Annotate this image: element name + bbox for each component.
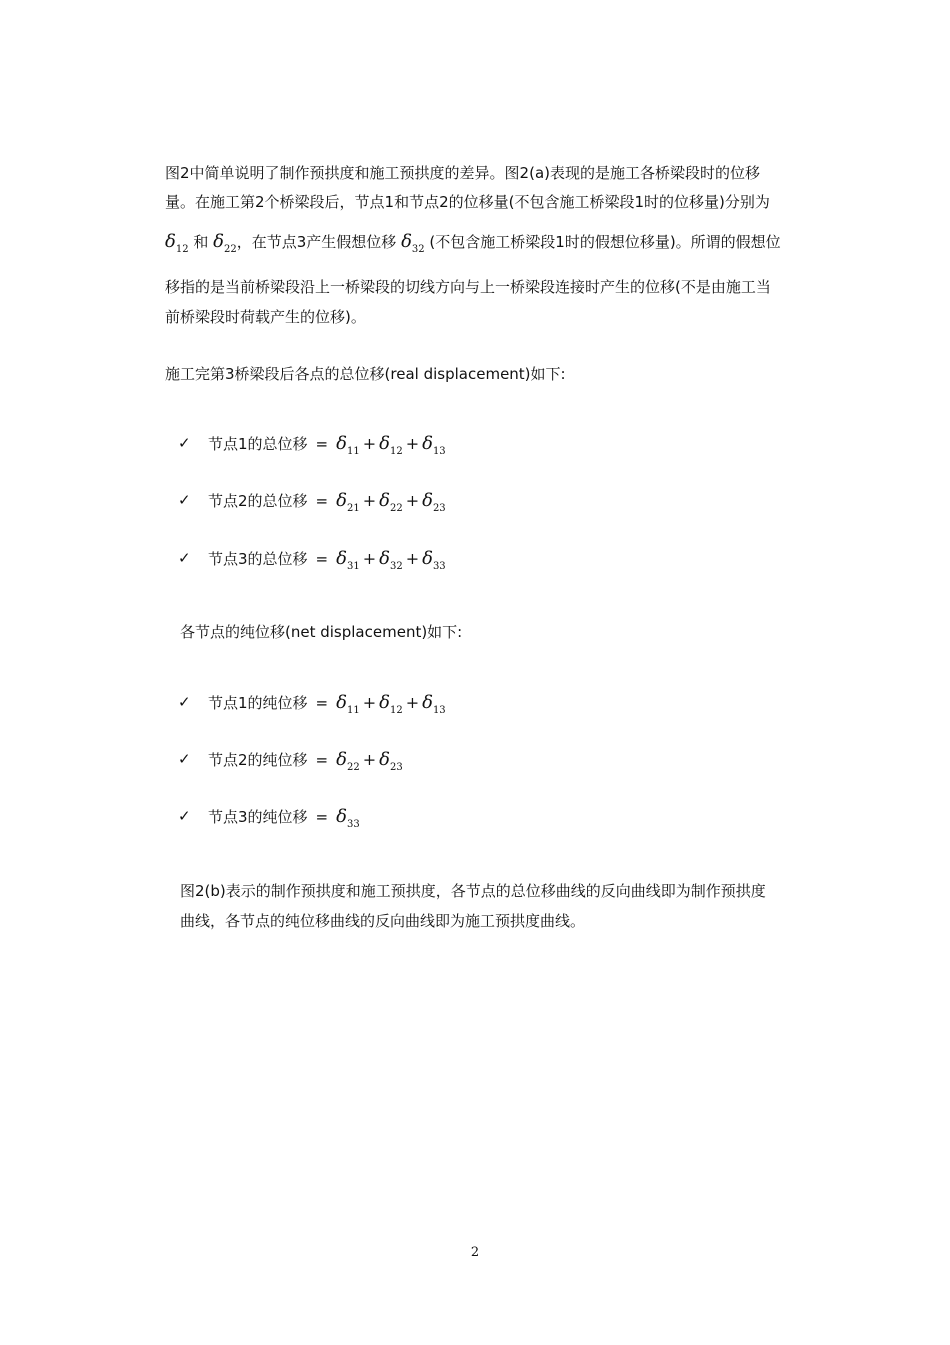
delta-symbol: δ xyxy=(165,231,176,252)
subscript: 13 xyxy=(432,446,446,457)
plus-sign: + xyxy=(362,693,377,712)
subscript: 12 xyxy=(389,446,403,457)
equals-sign: = xyxy=(315,435,329,453)
subscript: 32 xyxy=(389,561,403,572)
equals-sign: = xyxy=(315,492,329,510)
para1-line3 xyxy=(165,232,781,255)
net-displacement-intro: 各节点的纯位移(net displacement)如下: xyxy=(180,623,463,641)
para1-line1: 图2中简单说明了制作预拱度和施工预拱度的差异。图2(a)表现的是施工各桥梁段时的位移 xyxy=(165,164,760,182)
delta-symbol: δ xyxy=(336,806,347,827)
delta-symbol: δ xyxy=(336,433,347,454)
subscript: 21 xyxy=(346,503,360,514)
item-label: 节点2的总位移 xyxy=(208,492,308,510)
delta-symbol: δ xyxy=(379,490,390,511)
subscript: 22 xyxy=(389,503,403,514)
delta-symbol: δ xyxy=(422,490,433,511)
subscript: 11 xyxy=(346,446,360,457)
plus-sign: + xyxy=(405,549,420,568)
delta-symbol: δ xyxy=(422,548,433,569)
checkmark-icon: ✓ xyxy=(178,434,191,452)
equals-sign: = xyxy=(315,751,329,769)
checkmark-icon: ✓ xyxy=(178,549,191,567)
checkmark-icon: ✓ xyxy=(178,750,191,768)
equals-sign: = xyxy=(315,808,329,826)
para-b-line2: 曲线，各节点的纯位移曲线的反向曲线即为施工预拱度曲线。 xyxy=(180,912,586,930)
real-displacement-item xyxy=(208,434,446,457)
delta-symbol: δ xyxy=(336,548,347,569)
plus-sign: + xyxy=(405,434,420,453)
subscript: 12 xyxy=(175,244,189,255)
subscript: 31 xyxy=(346,561,360,572)
subscript: 33 xyxy=(346,819,360,830)
subscript: 32 xyxy=(411,244,425,255)
subscript: 33 xyxy=(432,561,446,572)
equals-sign: = xyxy=(315,550,329,568)
delta-symbol: δ xyxy=(336,692,347,713)
item-label: 节点3的总位移 xyxy=(208,550,308,568)
para1-line5: 前桥梁段时荷载产生的位移)。 xyxy=(165,308,366,326)
delta-symbol: δ xyxy=(379,749,390,770)
net-displacement-item xyxy=(208,693,446,716)
item-label: 节点2的纯位移 xyxy=(208,751,308,769)
delta-symbol: δ xyxy=(422,692,433,713)
delta-symbol: δ xyxy=(401,231,412,252)
page-number: 2 xyxy=(470,1245,480,1260)
real-displacement-intro: 施工完第3桥梁段后各点的总位移(real displacement)如下: xyxy=(165,365,566,383)
subscript: 23 xyxy=(432,503,446,514)
delta-symbol: δ xyxy=(379,433,390,454)
para-b-line1: 图2(b)表示的制作预拱度和施工预拱度，各节点的总位移曲线的反向曲线即为制作预拱度 xyxy=(180,882,766,900)
checkmark-icon: ✓ xyxy=(178,693,191,711)
plus-sign: + xyxy=(405,491,420,510)
text-mid: ，在节点3产生假想位移 xyxy=(236,233,397,251)
subscript: 13 xyxy=(432,705,446,716)
subscript: 22 xyxy=(224,244,237,255)
plus-sign: + xyxy=(362,750,377,769)
delta-symbol: δ xyxy=(379,548,390,569)
para1-line2: 量。在施工第2个桥梁段后，节点1和节点2的位移量(不包含施工桥梁段1时的位移量)分别为 xyxy=(165,193,770,211)
subscript: 12 xyxy=(389,705,403,716)
delta-symbol: δ xyxy=(422,433,433,454)
checkmark-icon: ✓ xyxy=(178,807,191,825)
item-label: 节点1的纯位移 xyxy=(208,694,308,712)
text-he: 和 xyxy=(193,233,209,251)
plus-sign: + xyxy=(405,693,420,712)
real-displacement-item xyxy=(208,549,446,572)
subscript: 22 xyxy=(346,762,360,773)
plus-sign: + xyxy=(362,549,377,568)
item-label: 节点1的总位移 xyxy=(208,435,308,453)
subscript: 23 xyxy=(389,762,403,773)
delta-symbol: δ xyxy=(336,490,347,511)
plus-sign: + xyxy=(362,491,377,510)
real-displacement-item xyxy=(208,491,446,514)
net-displacement-item xyxy=(208,750,403,773)
subscript: 11 xyxy=(346,705,360,716)
item-label: 节点3的纯位移 xyxy=(208,808,308,826)
net-displacement-item xyxy=(208,807,360,830)
para1-line4: 移指的是当前桥梁段沿上一桥梁段的切线方向与上一桥梁段连接时产生的位移(不是由施工当 xyxy=(165,278,771,296)
delta-symbol: δ xyxy=(213,231,224,252)
text-end: (不包含施工桥梁段1时的假想位移量)。所谓的假想位 xyxy=(429,233,781,251)
checkmark-icon: ✓ xyxy=(178,491,191,509)
delta-symbol: δ xyxy=(379,692,390,713)
plus-sign: + xyxy=(362,434,377,453)
equals-sign: = xyxy=(315,694,329,712)
delta-symbol: δ xyxy=(336,749,347,770)
